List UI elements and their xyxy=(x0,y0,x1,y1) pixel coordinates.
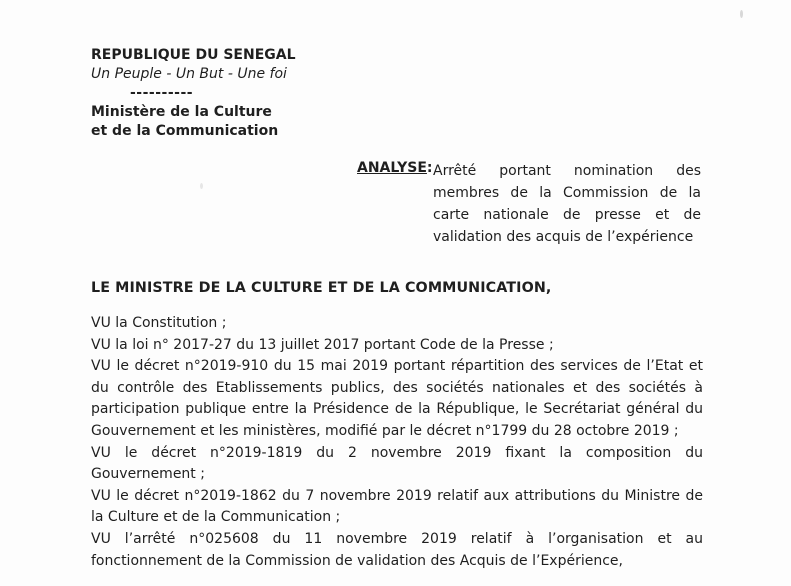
country-name: REPUBLIQUE DU SENEGAL xyxy=(91,47,296,63)
body-line: la Culture et de la Communication ; xyxy=(91,509,341,526)
body-line: fonctionnement de la Commission de validation des Acquis de l’Expérience, xyxy=(91,552,623,569)
national-motto: Un Peuple - Un But - Une foi xyxy=(91,66,287,82)
body-line: participation publique entre la Présidence de la République, le Secrétariat général du xyxy=(91,401,703,418)
body-line: VU le décret n°2019-1862 du 7 novembre 2019 relatif aux attributions du Ministre de xyxy=(91,487,703,504)
separator: ---------- xyxy=(130,85,194,101)
analyse-text xyxy=(433,160,701,248)
body-line: VU le décret n°2019-910 du 15 mai 2019 portant répartition des services de l’Etat et xyxy=(91,358,703,375)
analyse-line: validation des acquis de l’expérience xyxy=(433,229,694,245)
analyse-line: Arrêté portant nomination des xyxy=(433,163,701,179)
ministry-name-line-1: Ministère de la Culture xyxy=(91,104,272,120)
body-line: VU l’arrêté n°025608 du 11 novembre 2019 relatif à l’organisation et au xyxy=(91,530,703,547)
scan-speck xyxy=(740,10,743,18)
minister-title: LE MINISTRE DE LA CULTURE ET DE LA COMMUNICATION, xyxy=(91,280,552,296)
body-line: du contrôle des Etablissements publics, des sociétés nationales et des sociétés à xyxy=(91,379,703,396)
body-line: Gouvernement ; xyxy=(91,466,205,483)
ministry-name-line-2: et de la Communication xyxy=(91,123,279,139)
body-line: Gouvernement et les ministères, modifié par le décret n°1799 du 28 octobre 2019 ; xyxy=(91,422,679,439)
body-line: VU la loi n° 2017-27 du 13 juillet 2017 portant Code de la Presse ; xyxy=(91,336,554,353)
analyse-label-wrap xyxy=(357,160,433,176)
analyse-line: carte nationale de presse et de xyxy=(433,207,701,223)
letterhead xyxy=(91,46,391,141)
body-line: VU la Constitution ; xyxy=(91,315,227,331)
scan-speck xyxy=(200,183,203,189)
analyse-line: membres de la Commission de la xyxy=(433,185,701,201)
visas-list xyxy=(91,313,703,572)
analyse-label: ANALYSE xyxy=(357,160,427,176)
body-line: VU le décret n°2019-1819 du 2 novembre 2019 fixant la composition du xyxy=(91,444,703,461)
analyse-colon: : xyxy=(426,160,433,176)
